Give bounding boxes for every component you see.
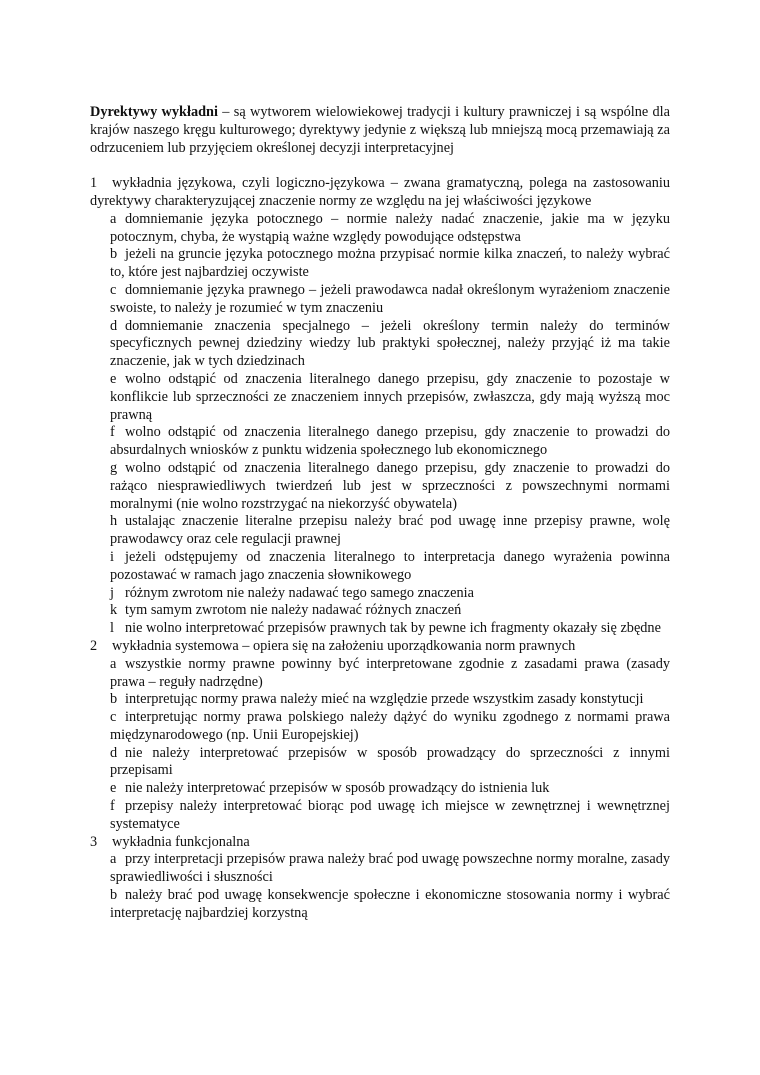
document-page [90,104,670,923]
item-text: jeżeli na gruncie języka potocznego można przypisać normie kilka znaczeń, to należy wybrać to, które jest najbardziej oczywiste [110,246,670,281]
list-item-1c [110,282,670,318]
intro-paragraph [90,104,670,157]
list-item-1b [110,246,670,282]
item-text: przy interpretacji przepisów prawa należy brać pod uwagę powszechne normy moralne, zasady sprawiedliwości i słuszności [110,851,670,886]
list-item-1e [110,371,670,424]
item-text: nie wolno interpretować przepisów prawnych tak by pewne ich fragmenty okazały się zbędne [125,620,661,637]
item-letter: h [110,513,118,530]
section-number: 2 [90,637,98,654]
item-letter: f [110,798,115,815]
section-3 [90,834,670,852]
item-letter: c [110,709,117,726]
item-text: interpretując normy prawa polskiego należy dążyć do wyniku zgodnego z normami prawa międzynarodowego (np. Unii Europejskiej) [110,709,670,743]
list-item-1a [110,211,670,247]
item-letter: d [110,744,118,761]
item-letter: d [110,317,118,334]
paragraph-spacer [90,157,670,175]
list-item-2e [110,780,670,798]
item-letter: a [110,851,117,868]
list-item-1i [110,549,670,585]
list-item-3b [110,887,670,923]
item-text: wolno odstąpić od znaczenia literalnego danego przepisu, gdy znaczenie to prowadzi do absurdalnych wniosków z punktu widzenia społecznego lub ekonomicznego [110,424,670,459]
item-text: ustalając znaczenie literalne przepisu należy brać pod uwagę inne przepisy prawne, wolę prawodawcy oraz cele regulacji prawnej [110,513,670,548]
list-item-2d [110,745,670,781]
item-letter: f [110,424,115,441]
item-text: przepisy należy interpretować biorąc pod uwagę ich miejsce w zewnętrznej i wewnętrznej systematyce [110,798,670,832]
list-item-1d [110,318,670,371]
list-item-1f [110,424,670,460]
list-item-1j [110,585,670,603]
item-letter: b [110,691,118,708]
item-letter: a [110,210,117,227]
item-text: wolno odstąpić od znaczenia literalnego danego przepisu, gdy znaczenie to prowadzi do rażąco niesprawiedliwych twierdzeń lub jest w sprzeczności z powszechnymi normami moralnymi (nie wolno rozstrzygać na niekorzyść obywatela) [110,459,670,512]
list-item-1l [110,620,670,638]
intro-text: – są wytworem wielowiekowej tradycji i kultury prawniczej i są wspólne dla krajów naszego kręgu kulturowego; dyrektywy jedynie z większą lub mniejszą mocą przemawiają za odrzuceniem lub przyjęciem określonej decyzji interpretacyjnej [90,104,670,156]
item-text: tym samym zwrotom nie należy nadawać różnych znaczeń [125,602,462,619]
item-text: nie należy interpretować przepisów w sposób prowadzący do istnienia luk [125,780,550,797]
list-item-2b [110,691,670,709]
item-letter: j [110,584,114,601]
list-item-2a [110,656,670,692]
item-letter: i [110,548,114,565]
list-item-1h [110,513,670,549]
section-number: 1 [90,175,98,192]
item-text: domniemanie języka prawnego – jeżeli prawodawca nadał określonym wyrażeniom znaczenie swoiste, to należy je rozumieć w tym znaczeniu [110,281,670,316]
section-text: wykładnia systemowa – opiera się na założeniu uporządkowania norm prawnych [112,637,576,654]
section-2 [90,638,670,656]
item-text: domniemanie języka potocznego – normie należy nadać znaczenie, jakie ma w języku potocznym, chyba, że wystąpią ważne względy powodujące odstępstwa [110,210,670,245]
list-item-2c [110,709,670,745]
section-1 [90,175,670,211]
item-text: nie należy interpretować przepisów w sposób prowadzący do sprzeczności z innymi przepisami [110,744,670,779]
item-letter: e [110,780,117,797]
item-text: wolno odstąpić od znaczenia literalnego danego przepisu, gdy znaczenie to pozostaje w konflikcie lub sprzeczności ze znaczeniem innych przepisów, zwłaszcza, gdy mają wyższą moc prawną [110,370,670,423]
item-text: interpretując normy prawa należy mieć na względzie przede wszystkim zasady konstytucji [125,691,644,708]
item-text: wszystkie normy prawne powinny być interpretowane zgodnie z zasadami prawa (zasady prawa – reguły nadrzędne) [110,655,670,690]
item-letter: b [110,246,118,263]
list-item-1g [110,460,670,513]
item-letter: a [110,655,117,672]
item-letter: k [110,602,118,619]
section-text: wykładnia funkcjonalna [112,833,250,850]
item-text: należy brać pod uwagę konsekwencje społeczne i ekonomiczne stosowania normy i wybrać interpretację najbardziej korzystną [110,887,670,921]
item-text: jeżeli odstępujemy od znaczenia literalnego to interpretacja danego wyrażenia powinna pozostawać w ramach jago znaczenia słownikowego [110,548,670,583]
item-text: różnym zwrotom nie należy nadawać tego samego znaczenia [125,584,474,601]
item-letter: c [110,281,117,298]
item-letter: g [110,459,118,476]
list-item-2f [110,798,670,834]
item-text: domniemanie znaczenia specjalnego – jeżeli określony termin należy do terminów specyficznych pewnej dziedziny wiedzy lub praktyki społecznej, należy przyjąć iż ma takie znaczenie, jak w tych dziedzinach [110,317,670,370]
list-item-1k [110,602,670,620]
list-item-3a [110,851,670,887]
item-letter: l [110,620,114,637]
section-text: wykładnia językowa, czyli logiczno-językowa – zwana gramatyczną, polega na zastosowaniu dyrektywy charakteryzującej znaczenie normy ze względu na jej właściwości językowe [90,175,670,209]
intro-heading: Dyrektywy wykładni [90,104,218,120]
item-letter: e [110,370,117,387]
section-number: 3 [90,833,98,850]
item-letter: b [110,887,118,904]
